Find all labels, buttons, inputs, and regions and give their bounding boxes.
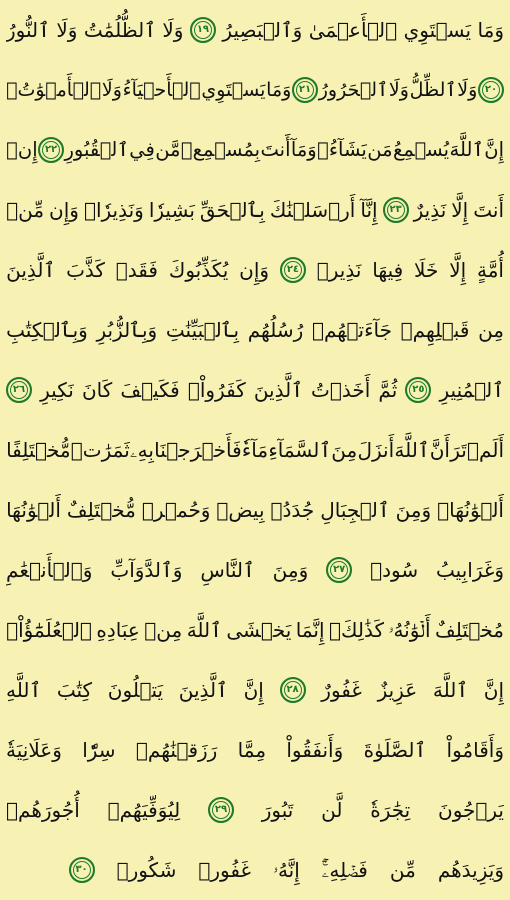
verse-word: ٱلۡعُلَمَٰٓؤُاْۗ: [6, 618, 92, 642]
verse-word: نَذِيرٌ: [413, 198, 447, 222]
verse-word: مُخۡتَلِفٌ: [435, 618, 504, 642]
verse-word: أَلَمۡ: [467, 438, 504, 462]
ayah-number-marker: ٢٦: [6, 377, 32, 403]
verse-word: ٱللَّهَ: [394, 438, 430, 462]
verse-word: وَلَا: [457, 79, 478, 101]
verse-word: نَكِيرِ: [40, 378, 74, 402]
verse-word: يَرۡجُونَ: [438, 798, 504, 822]
verse-word: أَخَذۡتُ: [311, 378, 371, 402]
verse-word: أَرۡسَلۡنَٰكَ: [269, 198, 356, 222]
verse-line: [6, 660, 504, 720]
verse-word: ٱلۡجِبَالِ: [320, 498, 390, 522]
verse-word: وَلَا: [388, 79, 409, 101]
verse-word: خَلَا: [414, 258, 439, 282]
verse-word: ٱلَّذِينَ: [6, 258, 56, 282]
verse-word: وَمَآ: [290, 138, 317, 161]
ayah-number-marker: ٢٥: [405, 377, 431, 403]
verse-word: إِنَّمَا: [295, 618, 325, 642]
verse-word: إِنَّ: [484, 138, 504, 161]
verse-word: غَفُورٞ: [198, 858, 251, 882]
verse-word: أَنتَ: [260, 138, 291, 161]
verse-word: شَكُورٞ: [116, 858, 177, 882]
verse-word: بِمُسۡمِعٖ: [180, 138, 261, 161]
verse-word: مِن: [478, 318, 504, 342]
verse-line: [6, 240, 504, 300]
verse-word: ثُمَّ: [378, 378, 398, 402]
verse-word: إِنَّ: [243, 678, 264, 702]
verse-word: رُسُلُهُم: [247, 318, 304, 342]
verse-line: [6, 180, 504, 240]
verse-line: [6, 480, 504, 540]
ayah-number-marker: ٢١: [292, 77, 318, 103]
verse-word: وَلَا: [162, 18, 184, 42]
verse-word: سِرّٗا: [82, 738, 116, 762]
verse-word: مُّخۡتَلِفًا: [6, 438, 71, 462]
verse-word: عَزِيزٌ: [377, 678, 418, 702]
verse-word: ٱلظِّلُّ: [409, 79, 457, 101]
ayah-number-marker: ١٩: [190, 17, 216, 43]
verse-word: عِبَادِهِ: [96, 618, 140, 642]
verse-word: قَبۡلِهِمۡ: [400, 318, 470, 342]
verse-word: مَآءٗ: [241, 438, 269, 462]
verse-word: وَيَزِيدَهُم: [437, 858, 504, 882]
verse-word: ٱلسَّمَآءِ: [268, 438, 332, 462]
verse-word: جُدَدُۢ: [270, 498, 315, 522]
verse-line: [6, 0, 504, 60]
verse-word: يَتۡلُونَ: [107, 678, 164, 702]
verse-word: وَمَا: [477, 18, 504, 42]
verse-word: وَأَنفَقُواْ: [286, 738, 344, 762]
verse-word: كِتَٰبَ: [56, 678, 93, 702]
verse-word: ٱلنَّاسِ: [200, 558, 255, 582]
verse-word: فَكَيۡفَ: [120, 378, 180, 402]
verse-word: مَن: [367, 138, 393, 161]
verse-word: يُكَذِّبُوكَ: [168, 258, 229, 282]
verse-word: ٱلۡأَحۡيَآءُ: [122, 79, 201, 101]
ayah-number-marker: ٢٢: [38, 137, 64, 163]
verse-word: ٱلۡأَمۡوَٰتُۚ: [6, 79, 102, 101]
verse-word: وَأَقَامُواْ: [446, 738, 504, 762]
verse-word: أَلۡوَٰنُهَا: [6, 498, 61, 522]
verse-word: ٱلۡقُبُورِ: [64, 138, 129, 161]
verse-word: ٱلَّذِينَ: [178, 678, 228, 702]
verse-word: نَذِيرٞ: [316, 258, 362, 282]
verse-word: ٱلنُّورُ: [6, 18, 50, 42]
verse-line: [6, 780, 504, 840]
verse-word: وَبِٱلزُّبُرِ: [96, 318, 158, 342]
verse-word: إِنۡ: [6, 138, 38, 161]
verse-word: إِلَّا: [449, 258, 467, 282]
verse-word: ٱلَّذِينَ: [253, 378, 303, 402]
verse-word: وَٱلۡأَنۡعَٰمِ: [6, 558, 93, 582]
verse-word: كَانَ: [81, 378, 113, 402]
verse-word: جَآءَتۡهُمۡ: [311, 318, 392, 342]
verse-word: ٱلۡحَرُورُ: [318, 79, 389, 101]
verse-word: غَفُورٌ: [321, 678, 362, 702]
verse-word: إِنَّآ: [360, 198, 378, 222]
verse-word: مِّن: [389, 858, 416, 882]
ayah-number-marker: ٢٨: [280, 677, 306, 703]
verse-word: فِي: [129, 138, 155, 161]
verse-word: مِنَ: [331, 438, 358, 462]
verse-word: أَنَّ: [429, 438, 450, 462]
verse-word: أَنتَ: [473, 198, 504, 222]
verse-word: وَٱلۡبَصِيرُ: [222, 18, 303, 42]
verse-word: فَأَخۡرَجۡنَا: [154, 438, 242, 462]
verse-word: ٱلۡمُنِيرِ: [439, 378, 504, 402]
verse-word: وَحُمۡرٞ: [141, 498, 211, 522]
verse-word: أَلۡوَٰنُهَاۚ: [437, 498, 504, 522]
verse-line: [6, 300, 504, 360]
verse-word: بِهِۦ: [130, 438, 154, 462]
verse-word: يَشَآءُۖ: [317, 138, 367, 161]
verse-word: ٱللَّهَ: [186, 618, 222, 642]
verse-word: وَلَا: [56, 18, 78, 42]
verse-word: تِجَٰرَةٗ: [370, 798, 411, 822]
verse-word: إِنَّهُۥ: [272, 858, 300, 882]
verse-line: [6, 420, 504, 480]
verse-word: وَمَا: [266, 79, 292, 101]
verse-line: [6, 540, 504, 600]
verse-line: [6, 60, 504, 120]
ayah-number-marker: ٢٤: [280, 257, 306, 283]
verse-word: ٱلۡأَعۡمَىٰ: [308, 18, 398, 42]
ayah-number-marker: ٢٣: [383, 197, 409, 223]
verse-word: كَذَّبَ: [66, 258, 105, 282]
verse-word: مِمَّا: [237, 738, 267, 762]
verse-word: بِيضٞ: [216, 498, 265, 522]
verse-word: مِنۡ: [144, 618, 183, 642]
verse-word: فَقَدۡ: [115, 258, 158, 282]
verse-word: كَذَٰلِكَۗ: [329, 618, 384, 642]
verse-word: وَعَلَانِيَةٗ: [6, 738, 62, 762]
verse-word: وَٱلدَّوَآبِّ: [110, 558, 183, 582]
verse-word: يَسۡتَوِي: [201, 79, 266, 101]
verse-word: ٱللَّهَ: [432, 678, 469, 702]
verse-line: [6, 120, 504, 180]
ayah-number-marker: ٢٠: [478, 77, 504, 103]
verse-word: يُسۡمِعُ: [392, 138, 450, 161]
verse-word: أُجُورَهُمۡ: [6, 798, 80, 822]
verse-word: فِيهَا: [372, 258, 404, 282]
verse-word: وَغَرَابِيبُ: [436, 558, 504, 582]
verse-word: إِلَّا: [451, 198, 469, 222]
verse-line: [6, 840, 504, 900]
verse-word: وَلَا: [101, 79, 122, 101]
verse-word: أُمَّةٍ: [477, 258, 504, 282]
verse-word: سُودٞ: [370, 558, 419, 582]
verse-word: وَنَذِيرٗاۚ: [83, 198, 144, 222]
verse-word: أَنزَلَ: [357, 438, 395, 462]
verse-word: مَّن: [155, 138, 181, 161]
verse-word: ٱلصَّلَوٰةَ: [363, 738, 427, 762]
verse-word: تَرَ: [450, 438, 467, 462]
verse-word: وَمِنَ: [395, 498, 432, 522]
verse-word: أَلۡوَٰنُهُۥ: [388, 618, 431, 642]
verse-word: وَإِن: [49, 198, 79, 222]
ayah-number-marker: ٣٠: [69, 857, 95, 883]
verse-word: ٱللَّهَ: [449, 138, 484, 161]
verse-word: ثَمَرَٰتٖ: [70, 438, 130, 462]
verse-word: ٱلظُّلُمَٰتُ: [83, 18, 156, 42]
verse-word: تَبُورَ: [261, 798, 294, 822]
verse-word: رَزَقۡنَٰهُمۡ: [135, 738, 218, 762]
verse-word: وَبِٱلۡكِتَٰبِ: [6, 318, 88, 342]
verse-line: [6, 360, 504, 420]
verse-word: مُّخۡتَلِفٌ: [66, 498, 136, 522]
verse-word: إِنَّ: [483, 678, 504, 702]
verse-word: يَخۡشَى: [226, 618, 292, 642]
verse-word: يَسۡتَوِي: [403, 18, 472, 42]
verse-word: بَشِيرٗا: [148, 198, 195, 222]
verse-word: لِيُوَفِّيَهُمۡ: [107, 798, 181, 822]
verse-word: وَمِنَ: [272, 558, 309, 582]
verse-word: كَفَرُواْۖ: [187, 378, 246, 402]
verse-word: وَإِن: [239, 258, 270, 282]
verse-word: بِٱلۡبَيِّنَٰتِ: [165, 318, 240, 342]
verse-line: [6, 600, 504, 660]
ayah-number-marker: ٢٩: [208, 797, 234, 823]
verse-lines: [6, 0, 504, 900]
verse-word: لَّن: [321, 798, 343, 822]
verse-line: [6, 720, 504, 780]
verse-word: بِٱلۡحَقِّ: [199, 198, 265, 222]
verse-word: ٱللَّهِ: [6, 678, 42, 702]
verse-word: فَضۡلِهِۦٓۚ: [321, 858, 368, 882]
verse-word: مِّنۡ: [6, 198, 45, 222]
ayah-number-marker: ٢٧: [326, 557, 352, 583]
